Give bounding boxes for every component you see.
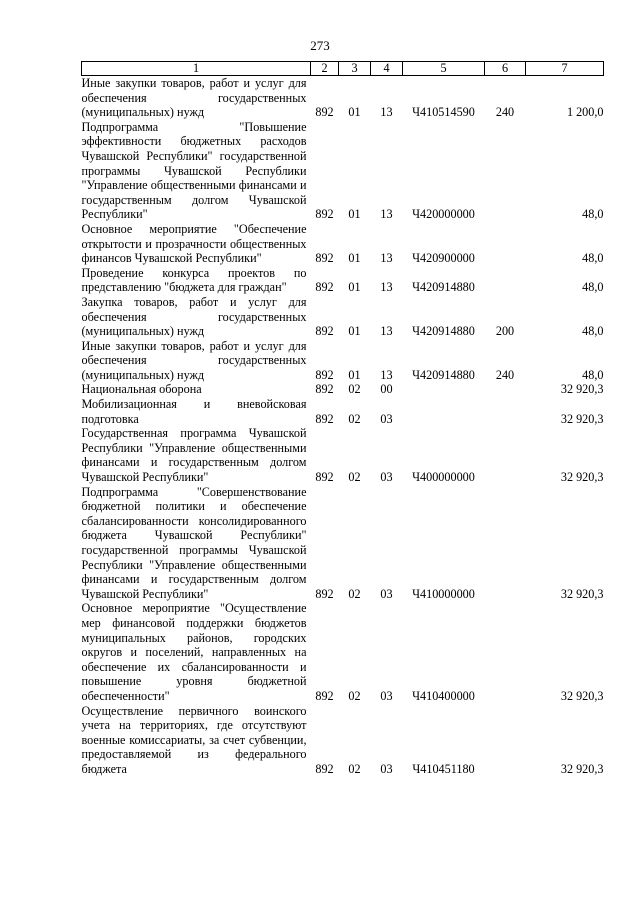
row-amount: 48,0 xyxy=(582,280,604,295)
row-code-ministry: 892 xyxy=(315,105,334,120)
row-description: Мобилизационная и вневойсковая подготовка xyxy=(81,397,307,426)
row-code-subsection: 03 xyxy=(380,586,393,601)
row-code-subsection: 13 xyxy=(380,280,393,295)
row-code-expense-type xyxy=(485,382,526,397)
row-code-subsection: 03 xyxy=(380,688,393,703)
row-code-subsection: 13 xyxy=(380,207,393,222)
row-description: Иные закупки товаров, работ и услуг для обеспечения государственных (муниципальных) нужд xyxy=(81,338,307,382)
row-code-ministry: 892 xyxy=(315,382,334,397)
row-description: Основное мероприятие "Обеспечение открытости и прозрачности общественных финансов Чувашской Республики" xyxy=(81,221,307,266)
budget-table xyxy=(81,61,604,777)
table-row xyxy=(82,485,604,602)
row-code-ministry: 892 xyxy=(315,251,334,266)
row-code-subsection: 13 xyxy=(380,251,393,266)
row-code-expense-type: 200 xyxy=(495,324,515,339)
row-description: Основное мероприятие "Осуществление мер финансовой поддержки бюджетов муниципальных районов, городских округов и поселений, направленных на обеспечение их сбалансированности и повышение уровня бюджетной обеспеченности" xyxy=(81,601,307,703)
table-row xyxy=(82,397,604,426)
row-code-subsection: 03 xyxy=(380,761,393,776)
row-code-expense-type xyxy=(485,601,526,703)
row-code-ministry: 892 xyxy=(315,470,334,485)
row-code-expense-type: 240 xyxy=(495,105,515,120)
row-description: Закупка товаров, работ и услуг для обеспечения государственных (муниципальных) нужд xyxy=(81,294,307,339)
row-code-section: 01 xyxy=(348,324,361,339)
row-amount: 32 920,3 xyxy=(560,761,604,776)
row-code-subsection: 03 xyxy=(380,411,393,426)
row-description: Иные закупки товаров, работ и услуг для обеспечения государственных (муниципальных) нужд xyxy=(81,76,307,120)
row-description: Проведение конкурса проектов по представлению "бюджета для граждан" xyxy=(81,265,307,295)
row-code-section: 02 xyxy=(348,470,361,485)
row-code-section: 01 xyxy=(348,251,361,266)
table-row xyxy=(82,120,604,222)
row-amount: 48,0 xyxy=(582,367,604,382)
row-code-target xyxy=(403,382,485,397)
row-code-ministry: 892 xyxy=(315,411,334,426)
row-code-expense-type xyxy=(485,222,526,266)
row-description: Подпрограмма "Повышение эффективности бюджетных расходов Чувашской Республики" государственной программы Чувашской Республики "Управление общественными финансами и государственным долгом Чувашской Республики" xyxy=(81,119,307,222)
row-amount: 48,0 xyxy=(582,324,604,339)
row-description: Государственная программа Чувашской Республики "Управление общественными финансами и государственным долгом Чувашской Республики" xyxy=(81,426,307,485)
row-code-subsection: 13 xyxy=(380,367,393,382)
table-row xyxy=(82,339,604,383)
table-row xyxy=(82,295,604,339)
row-amount: 32 920,3 xyxy=(560,470,604,485)
row-code-expense-type xyxy=(485,266,526,295)
row-code-section: 02 xyxy=(348,382,361,397)
row-code-section: 01 xyxy=(348,207,361,222)
header-col-3: 3 xyxy=(339,62,371,76)
row-code-ministry: 892 xyxy=(315,586,334,601)
row-code-ministry: 892 xyxy=(315,367,334,382)
row-code-subsection: 03 xyxy=(380,470,393,485)
row-code-section: 02 xyxy=(348,411,361,426)
row-description: Подпрограмма "Совершенствование бюджетной политики и обеспечение сбалансированности консолидированного бюджета Чувашской Республики" государственной программы Чувашской Республики "Управление общественными финансами и государственным долгом Чувашской Республики" xyxy=(81,484,307,601)
row-amount: 1 200,0 xyxy=(566,105,604,120)
table-row xyxy=(82,222,604,266)
row-amount: 32 920,3 xyxy=(560,586,604,601)
row-code-target: Ч420914880 xyxy=(412,324,475,339)
row-code-section: 01 xyxy=(348,105,361,120)
table-row xyxy=(82,426,604,484)
row-code-section: 02 xyxy=(348,761,361,776)
row-description: Осуществление первичного воинского учета на территориях, где отсутствуют военные комиссариаты, за счет субвенции, предоставляемой из федерального бюджета xyxy=(81,703,307,776)
row-code-expense-type xyxy=(485,704,526,777)
row-code-target: Ч420914880 xyxy=(412,367,475,382)
header-col-6: 6 xyxy=(485,62,526,76)
page-number: 273 xyxy=(310,38,330,53)
row-amount: 32 920,3 xyxy=(560,688,604,703)
row-code-ministry: 892 xyxy=(315,688,334,703)
table-row xyxy=(82,382,604,397)
row-amount: 48,0 xyxy=(582,251,604,266)
row-code-expense-type xyxy=(485,485,526,602)
row-code-expense-type xyxy=(485,426,526,484)
row-code-target: Ч420900000 xyxy=(412,251,475,266)
header-col-1: 1 xyxy=(82,62,311,76)
row-code-subsection: 00 xyxy=(380,382,393,397)
row-code-ministry: 892 xyxy=(315,207,334,222)
header-col-5: 5 xyxy=(403,62,485,76)
row-amount: 48,0 xyxy=(582,207,604,222)
row-code-target: Ч410400000 xyxy=(412,688,475,703)
row-code-section: 02 xyxy=(348,586,361,601)
table-row xyxy=(82,76,604,120)
row-code-ministry: 892 xyxy=(315,761,334,776)
row-code-target: Ч400000000 xyxy=(412,470,475,485)
row-code-section: 02 xyxy=(348,688,361,703)
row-code-subsection: 13 xyxy=(380,324,393,339)
table-row xyxy=(82,601,604,703)
row-code-target: Ч420914880 xyxy=(412,280,475,295)
table-row xyxy=(82,266,604,295)
header-row xyxy=(82,62,604,76)
row-description: Национальная оборона xyxy=(81,382,202,397)
header-col-7: 7 xyxy=(526,62,604,76)
row-code-expense-type xyxy=(485,120,526,222)
row-code-target xyxy=(403,397,485,426)
row-code-subsection: 13 xyxy=(380,105,393,120)
row-amount: 32 920,3 xyxy=(560,411,604,426)
table-row xyxy=(82,704,604,777)
row-code-expense-type xyxy=(485,397,526,426)
row-code-target: Ч410451180 xyxy=(412,761,475,776)
row-code-section: 01 xyxy=(348,367,361,382)
row-code-target: Ч410514590 xyxy=(412,105,475,120)
row-code-section: 01 xyxy=(348,280,361,295)
row-amount: 32 920,3 xyxy=(560,382,604,397)
header-col-2: 2 xyxy=(311,62,339,76)
row-code-target: Ч410000000 xyxy=(412,586,475,601)
row-code-ministry: 892 xyxy=(315,280,334,295)
row-code-expense-type: 240 xyxy=(495,367,515,382)
row-code-target: Ч420000000 xyxy=(412,207,475,222)
row-code-ministry: 892 xyxy=(315,324,334,339)
header-col-4: 4 xyxy=(371,62,403,76)
